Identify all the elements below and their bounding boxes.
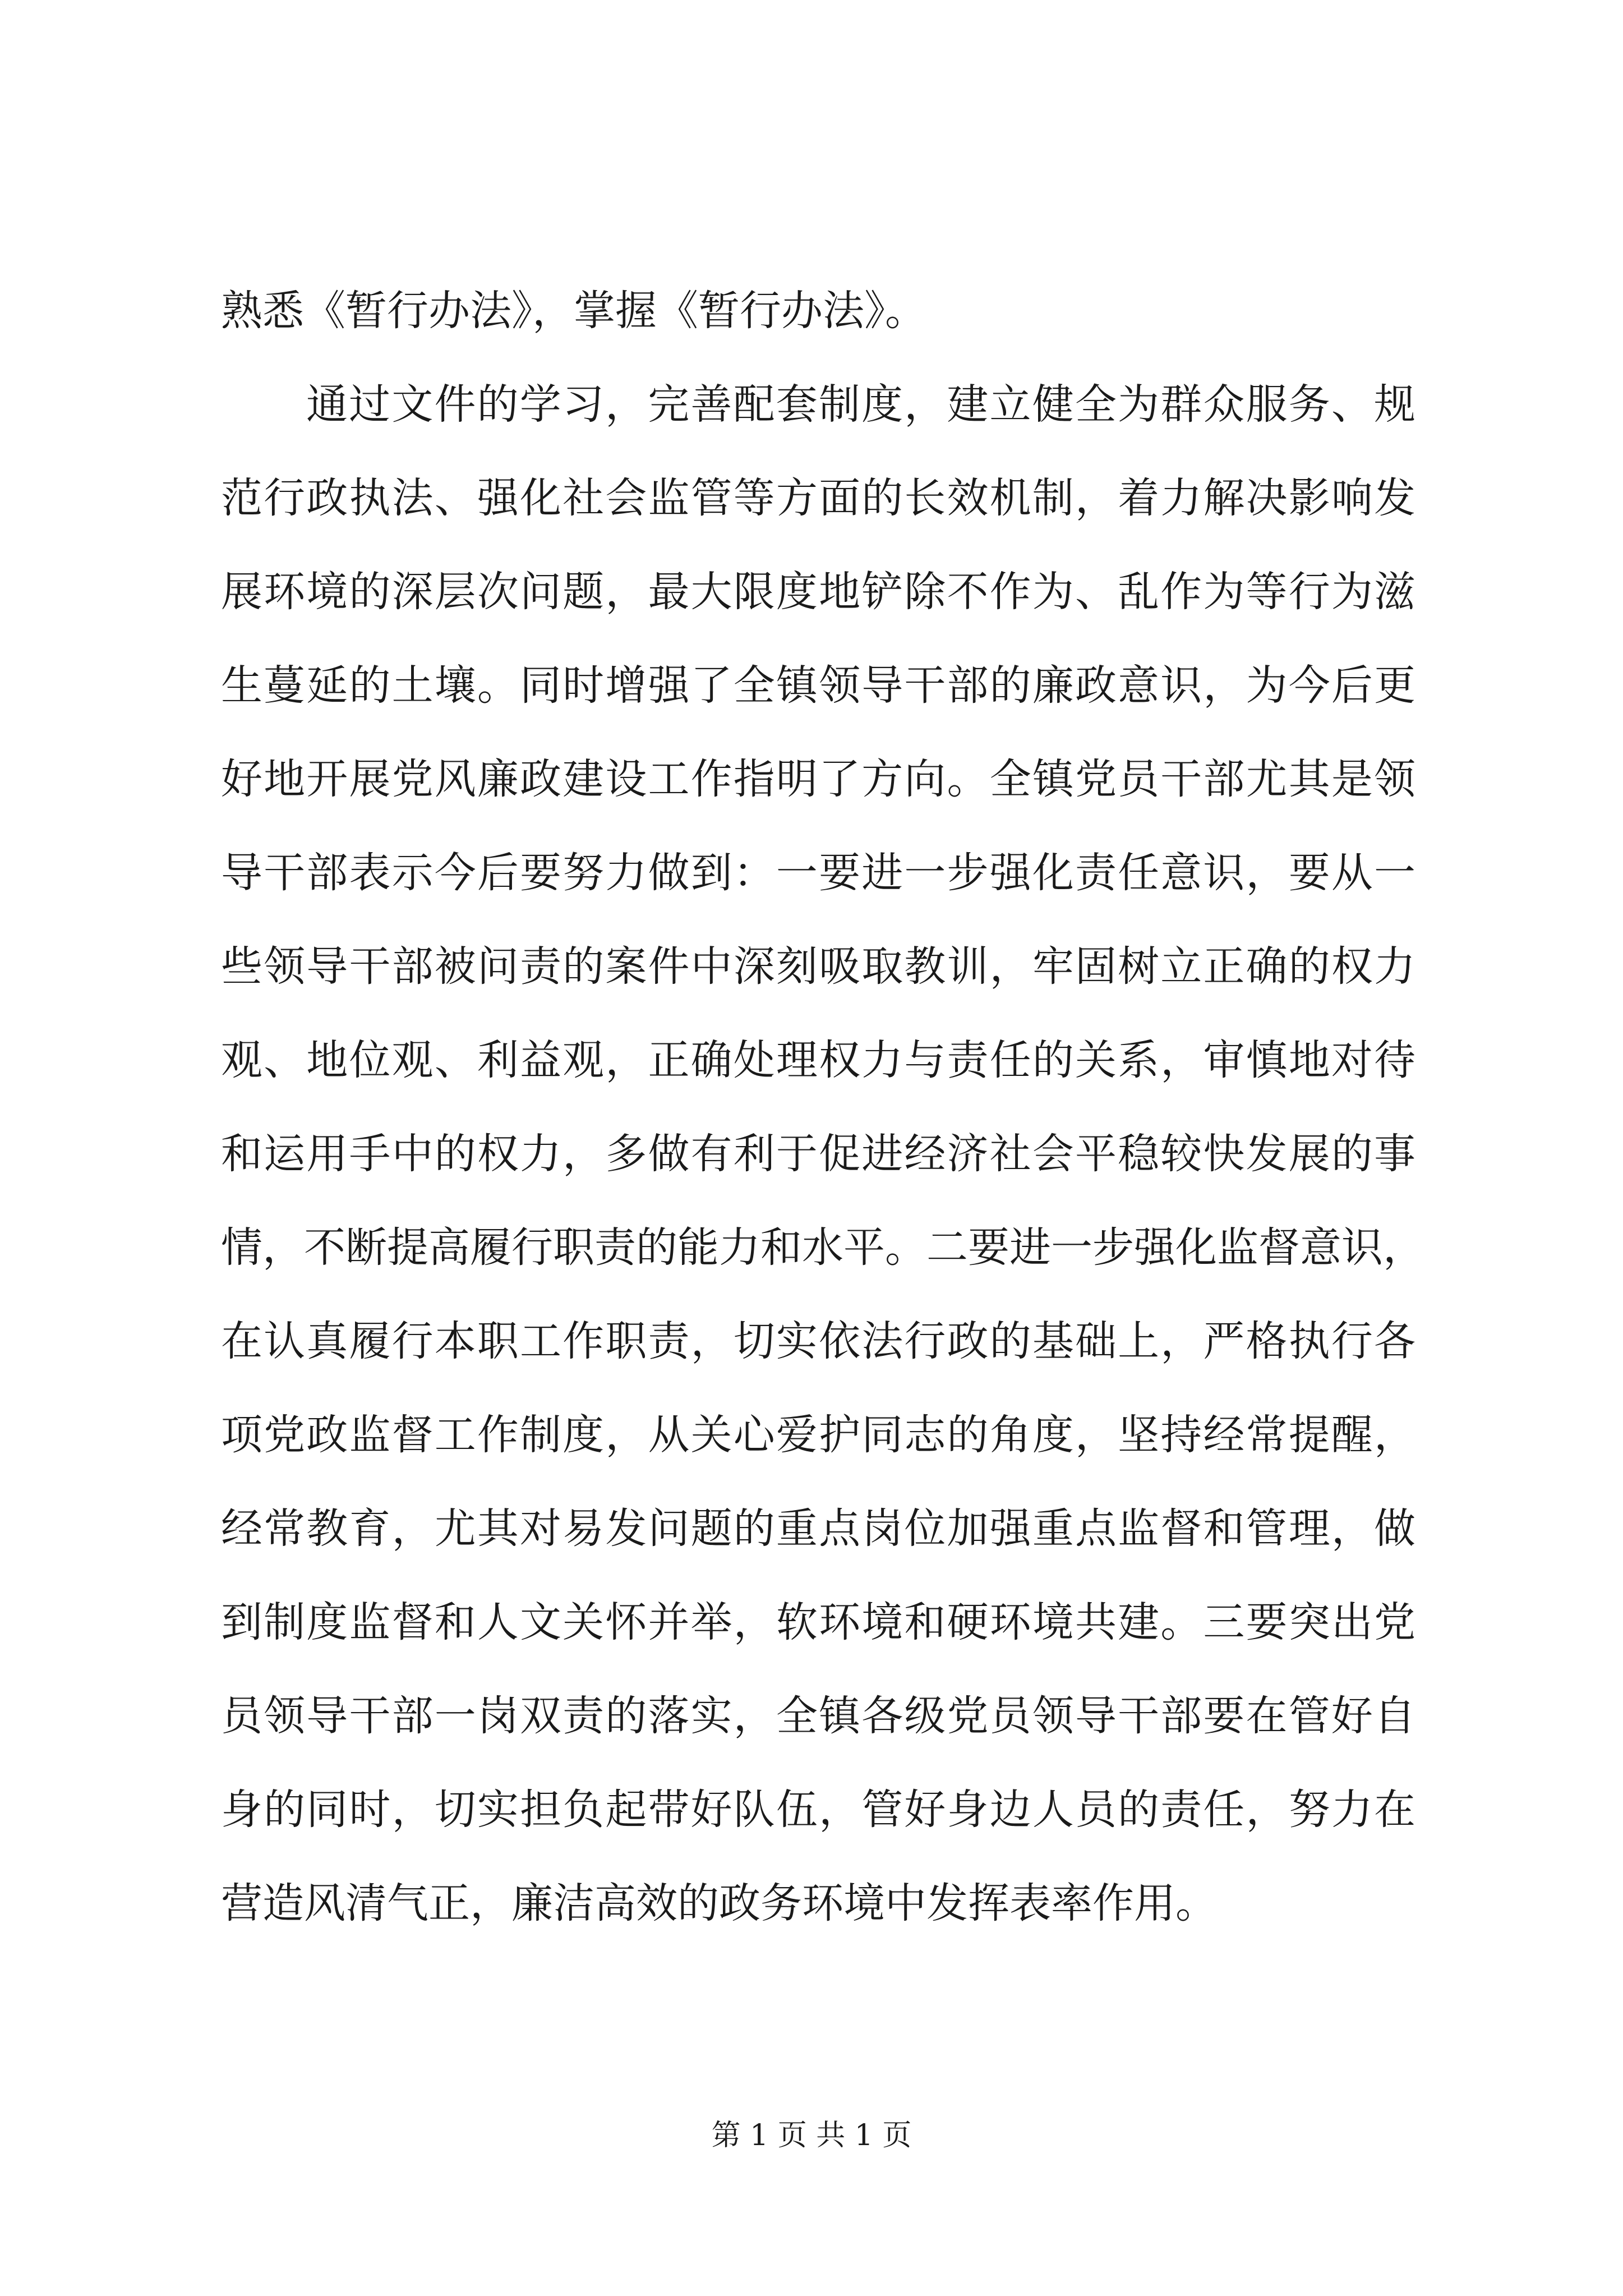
text-line-15: 到制度监督和人文关怀并举，软环境和硬环境共建。三要突出党 (221, 1598, 1415, 1646)
text-line-10: 和运用手中的权力，多做有利于促进经济社会平稳较快发展的事 (221, 1130, 1415, 1178)
text-line-6: 好地开展党风廉政建设工作指明了方向。全镇党员干部尤其是领 (221, 755, 1415, 803)
text-line-8: 些领导干部被问责的案件中深刻吸取教训，牢固树立正确的权力 (221, 942, 1415, 991)
page-footer: 第 1 页 共 1 页 (711, 2119, 912, 2152)
text-line-14: 经常教育，尤其对易发问题的重点岗位加强重点监督和管理，做 (221, 1504, 1415, 1553)
text-line-16: 员领导干部一岗双责的落实，全镇各级党员领导干部要在管好自 (221, 1692, 1415, 1740)
text-line-7: 导干部表示今后要努力做到：一要进一步强化责任意识，要从一 (221, 849, 1415, 897)
text-line-18: 营造风清气正，廉洁高效的政务环境中发挥表率作用。 (221, 1879, 1217, 1927)
text-line-3: 范行政执法、强化社会监管等方面的长效机制，着力解决影响发 (221, 474, 1415, 522)
text-line-5: 生蔓延的土壤。同时增强了全镇领导干部的廉政意识，为今后更 (221, 661, 1415, 710)
text-line-12: 在认真履行本职工作职责，切实依法行政的基础上，严格执行各 (221, 1317, 1415, 1365)
text-line-11: 情，不断提高履行职责的能力和水平。二要进一步强化监督意识， (221, 1223, 1424, 1272)
text-line-13: 项党政监督工作制度，从关心爱护同志的角度，坚持经常提醒， (221, 1411, 1415, 1459)
text-line-1: 熟悉《暂行办法》，掌握《暂行办法》。 (221, 287, 926, 335)
text-line-9: 观、地位观、利益观，正确处理权力与责任的关系，审慎地对待 (221, 1036, 1415, 1084)
text-line-4: 展环境的深层次问题，最大限度地铲除不作为、乱作为等行为滋 (221, 568, 1415, 616)
text-line-2: 通过文件的学习，完善配套制度，建立健全为群众服务、规 (306, 380, 1415, 429)
text-line-17: 身的同时，切实担负起带好队伍，管好身边人员的责任，努力在 (221, 1786, 1415, 1834)
